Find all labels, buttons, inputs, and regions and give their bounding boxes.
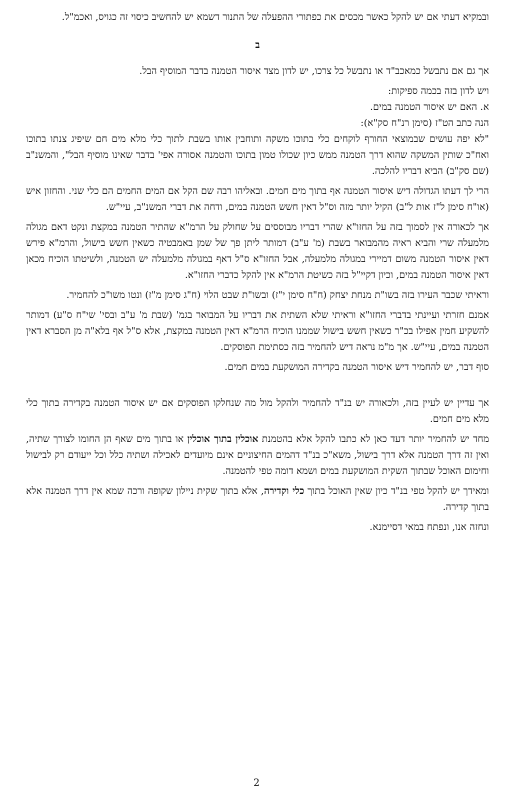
taz-quote: "לא יפה עושים שבמוצאי החורף לוקחים כלי בתוכו משקה ותוחבין אותו בשבת לתוך כלי מלא מים חם שיפיג צנתו בתוכו ואח"כ שותין המשקה שהוא דרך הטמנה ממש כיון שכולו טמון בתוכו והטמנה אסורה אפי' בדבר שאינו מוסיף הבל", והמשנ"ב (שם סק"ב) הביא דבריו להלכה. xyxy=(26,134,489,177)
paragraph-leniency-text-b: , אלא בתוך שקית ניילון שקופה ורכה שמא אין דרך הטמנה אלא בתוך קדירה. xyxy=(26,486,489,513)
section-heading: ב xyxy=(255,40,260,51)
intro-paragraph: ובמקיא דעתי אם יש להקל כאשר מכסים את כפתורי ההפעלה של התנור דשמא יש להחשיב כיסוי זה כגויס, ואכמ"ל. xyxy=(61,12,489,23)
paragraph-stringency xyxy=(26,432,489,480)
paragraph-conclusion: סוף דבר, יש להחמיר דיש איסור הטמנה בקדירה המושקעת במים חמים. xyxy=(224,362,489,373)
quote-intro: הנה כתב הט"ז (סימן רנ"ח סק"א): xyxy=(360,118,489,129)
paragraph-stringency-emphasis: אוכלין בתוך אוכלין xyxy=(187,434,259,445)
paragraph-leniency xyxy=(26,484,489,516)
paragraph-stringency-text-b: או בתוך מים שאף הן החומו לצורך שתיה, ואין זה דרך הטמנה אלא דרך בישול, משא"כ בנ"ד דהמים החיצוניים אינם מיועדים לאכילה ושתיה כלל וכל ייעודם רק לבישול וחימום האוכל שבתוך השקית המושקעת במים ושמא דומה טפי להטמנה. xyxy=(26,434,489,477)
paragraph-chazon-ish: הרי לך דעתו הגדולה דיש איסור הטמנה אף בתוך מים חמים. ובאליהו רבה שם הקל אם המים החמים הם כלי שני. והחזון איש (או"ח סימן ל"ז אות ל"ב) הקיל יותר מזה וס"ל דאין חשש הטמנה במים, ודחה את דברי המשנ"ב, עיי"ש. xyxy=(26,186,489,213)
paragraph-closing: ונחזה אנו, ונפתח במאי דסיימנא. xyxy=(369,522,489,533)
paragraph-further-inquiry: אך עדיין יש לעיין בזה, ולכאורה יש בנ"ד להחמיר ולהקל מול מה שנחלקו הפוסקים אם יש איסור הטמנה בקדירה בתוך כלי מלא מים חמים. xyxy=(26,398,490,425)
list-intro: ויש לדון בזה בכמה ספיקות: xyxy=(388,86,489,97)
list-item-a: א. האם יש איסור הטמנה במים. xyxy=(369,102,489,113)
paragraph-responsa: וראיתי שכבר העירו בזה בשו"ת מנחת יצחק (ח"ח סימן י"ז) ובשו"ת שבט הלוי (ח"ג סימן מ"ז) ונטו משו"כ להחמיר. xyxy=(66,290,489,301)
questions-list xyxy=(26,84,489,132)
paragraph-leniency-text-a: ומאידך יש להקל טפי בנ"ד כיון שאין האוכל בתוך xyxy=(304,486,489,497)
paragraph-reexamination: אמנם חזרתי ועיינתי בדברי החזו"א וראיתי שלא השתית את דבריו על המבואר בגמ' (שבת מ' ע"ב ובסי' שי"ח ס"ע) דמותר להשקיע חמין אפילו בכ"ר כשאין חשש בישול שממנו הוכיח הרמ"א דאין הטמנה במקצת, אלא ס"ל אף בלא"ה מן הסברא דאין הטמנה במים, עיי"ש. אך מ"מ נראה דיש להחמיר בזה כסתימת הפוסקים. xyxy=(26,310,489,353)
paragraph-stringency-text-a: מחד יש להחמיר יותר דעד כאן לא כתבו להקל אלא בהטמנת xyxy=(258,434,490,445)
page-number: 2 xyxy=(253,778,260,789)
paragraph-leniency-emphasis: כלי וקדירה xyxy=(263,486,305,497)
paragraph-rema: אך לכאורה אין לסמוך בזה על החזו"א שהרי דבריו מבוססים על שחולק על הרמ"א שהתיר הטמנה במקצת ונקט דאם מגולה מלמעלה שרי והביא ראיה מהמבואר בשבת (מ' ע"ב) דמותר ליתן פך של שמן באמבטיה כשאין חשש בישול, והרמ"א פירש דאין איסור הטמנה משום דמיירי במגולה מלמעלה, אבל החזו"א ס"ל דאף במגולה מלמעלה יש הטמנה, ולשיטתו הוכיח מכאן דאין איסור הטמנה במים, וכיון דקיי"ל בזה כשיטת הרמ"א אין להקל כדברי החזו"א. xyxy=(26,222,489,281)
paragraph-cooked: אך גם אם נתבשל כמאכב"ד או נתבשל כל צרכו, יש לדון מצד איסור הטמנה בדבר המוסיף הבל. xyxy=(139,66,489,77)
